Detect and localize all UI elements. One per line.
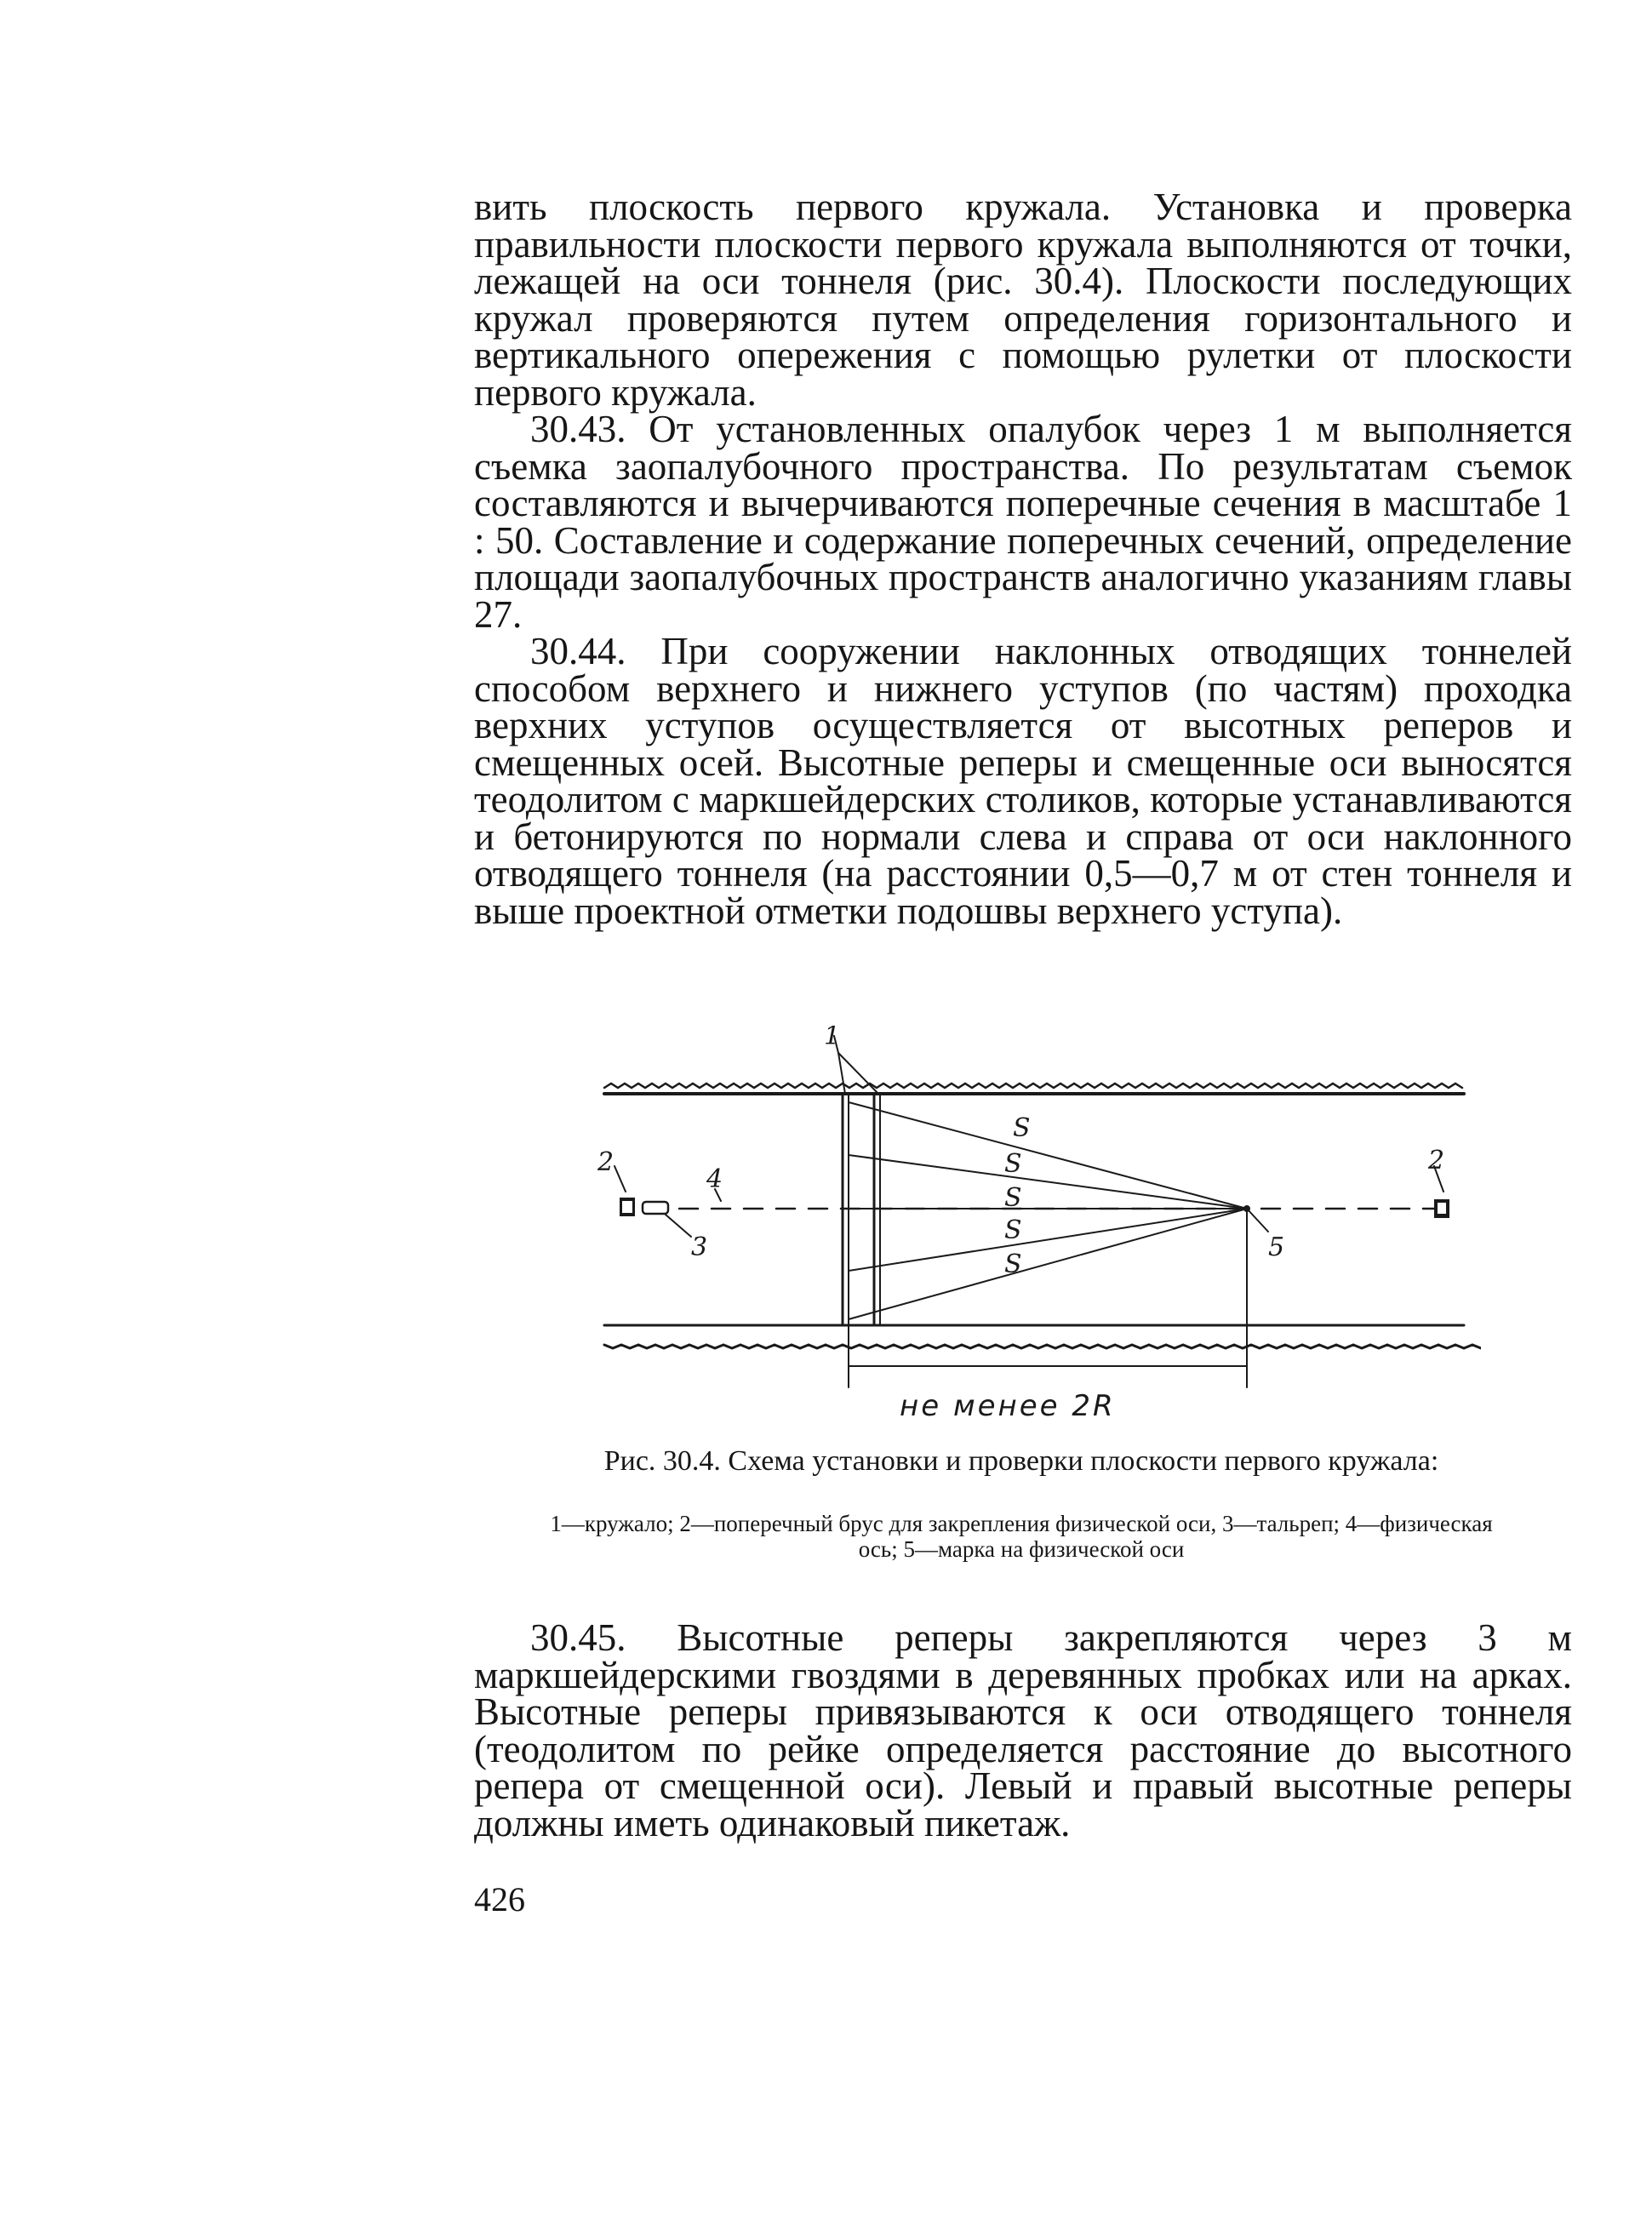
paragraph-30-44: 30.44. При сооружении наклонных отводящих тоннелей способом верхнего и нижнего уступов (по частям) проходка верхних уступов осуществляется от высотных реперов и смещенных осей. Высотные реперы и смещенные оси выносятся теодолитом с маркшейдерских столиков, которые устанавливаются и бетонируются по нормали слева и справа от оси наклонного отводящего тоннеля (на расстоянии 0,5—0,7 м от стен тоннеля и выше проектной отметки подошвы верхнего уступа). [474,630,1572,932]
turnbuckle [643,1202,668,1214]
ray-1 [849,1102,1247,1209]
label-2-right: 2 [1428,1146,1445,1175]
leader-2-left [614,1166,626,1192]
dimension-label: не менее 2R [900,1389,1116,1423]
label-s-3: S [1004,1183,1022,1213]
figure-30-4 [596,1026,1481,1438]
ray-2 [849,1155,1247,1209]
label-2-left: 2 [597,1147,614,1177]
label-s-1: S [1013,1113,1031,1143]
figure-caption: Рис. 30.4. Схема установки и проверки плоскости первого кружала: [603,1445,1439,1477]
label-1: 1 [824,1026,841,1051]
tunnel-diagram [596,1026,1481,1438]
ray-4 [849,1209,1247,1271]
ray-5 [849,1209,1247,1319]
paragraph-30-43: 30.43. От установленных опалубок через 1 м выполняется съемка заопалубочного пространства. По результатам съемок составляются и вычерчиваются поперечные сечения в масштабе 1 : 50. Составление и содержание поперечных сечений, определение площади заопалубочных пространств аналогично указаниям главы 27. [474,408,1572,636]
axis-mark [1243,1205,1250,1212]
leader-5 [1247,1209,1268,1232]
leader-3 [666,1215,691,1237]
text-block-top [474,186,1572,932]
label-4: 4 [706,1164,723,1194]
page-number: 426 [474,1880,525,1919]
crossbar-right-inner [1438,1203,1446,1214]
label-3: 3 [691,1232,708,1262]
paragraph-continuation: вить плоскость первого кружала. Установка и проверка правильности плоскости первого кружала выполняются от точки, лежащей на оси тоннеля (рис. 30.4). Плоскости последующих кружал проверяются путем определения горизонтального и вертикального опережения с помощью рулетки от плоскости первого кружала. [474,186,1572,414]
figure-legend: 1—кружало; 2—поперечный брус для закрепления физической оси, 3—тальреп; 4—физическая ось; 5—марка на физической оси [550,1511,1493,1562]
paragraph-30-45: 30.45. Высотные реперы закрепляются через 3 м маркшейдерскими гвоздями в деревянных пробках или на арках. Высотные реперы привязываются к оси отводящего тоннеля (теодолитом по рейке определяется расстояние до высотного репера от смещенной оси). Левый и правый высотные реперы должны иметь одинаковый пикетаж. [474,1616,1572,1844]
crossbar-left-inner [622,1201,632,1213]
label-s-4: S [1004,1215,1022,1245]
label-5: 5 [1268,1232,1285,1262]
text-block-bottom [474,1616,1572,1844]
bottom-hatching [604,1345,1481,1348]
top-hatching [604,1084,1462,1088]
label-s-5: S [1004,1249,1022,1279]
label-s-2: S [1004,1149,1022,1179]
